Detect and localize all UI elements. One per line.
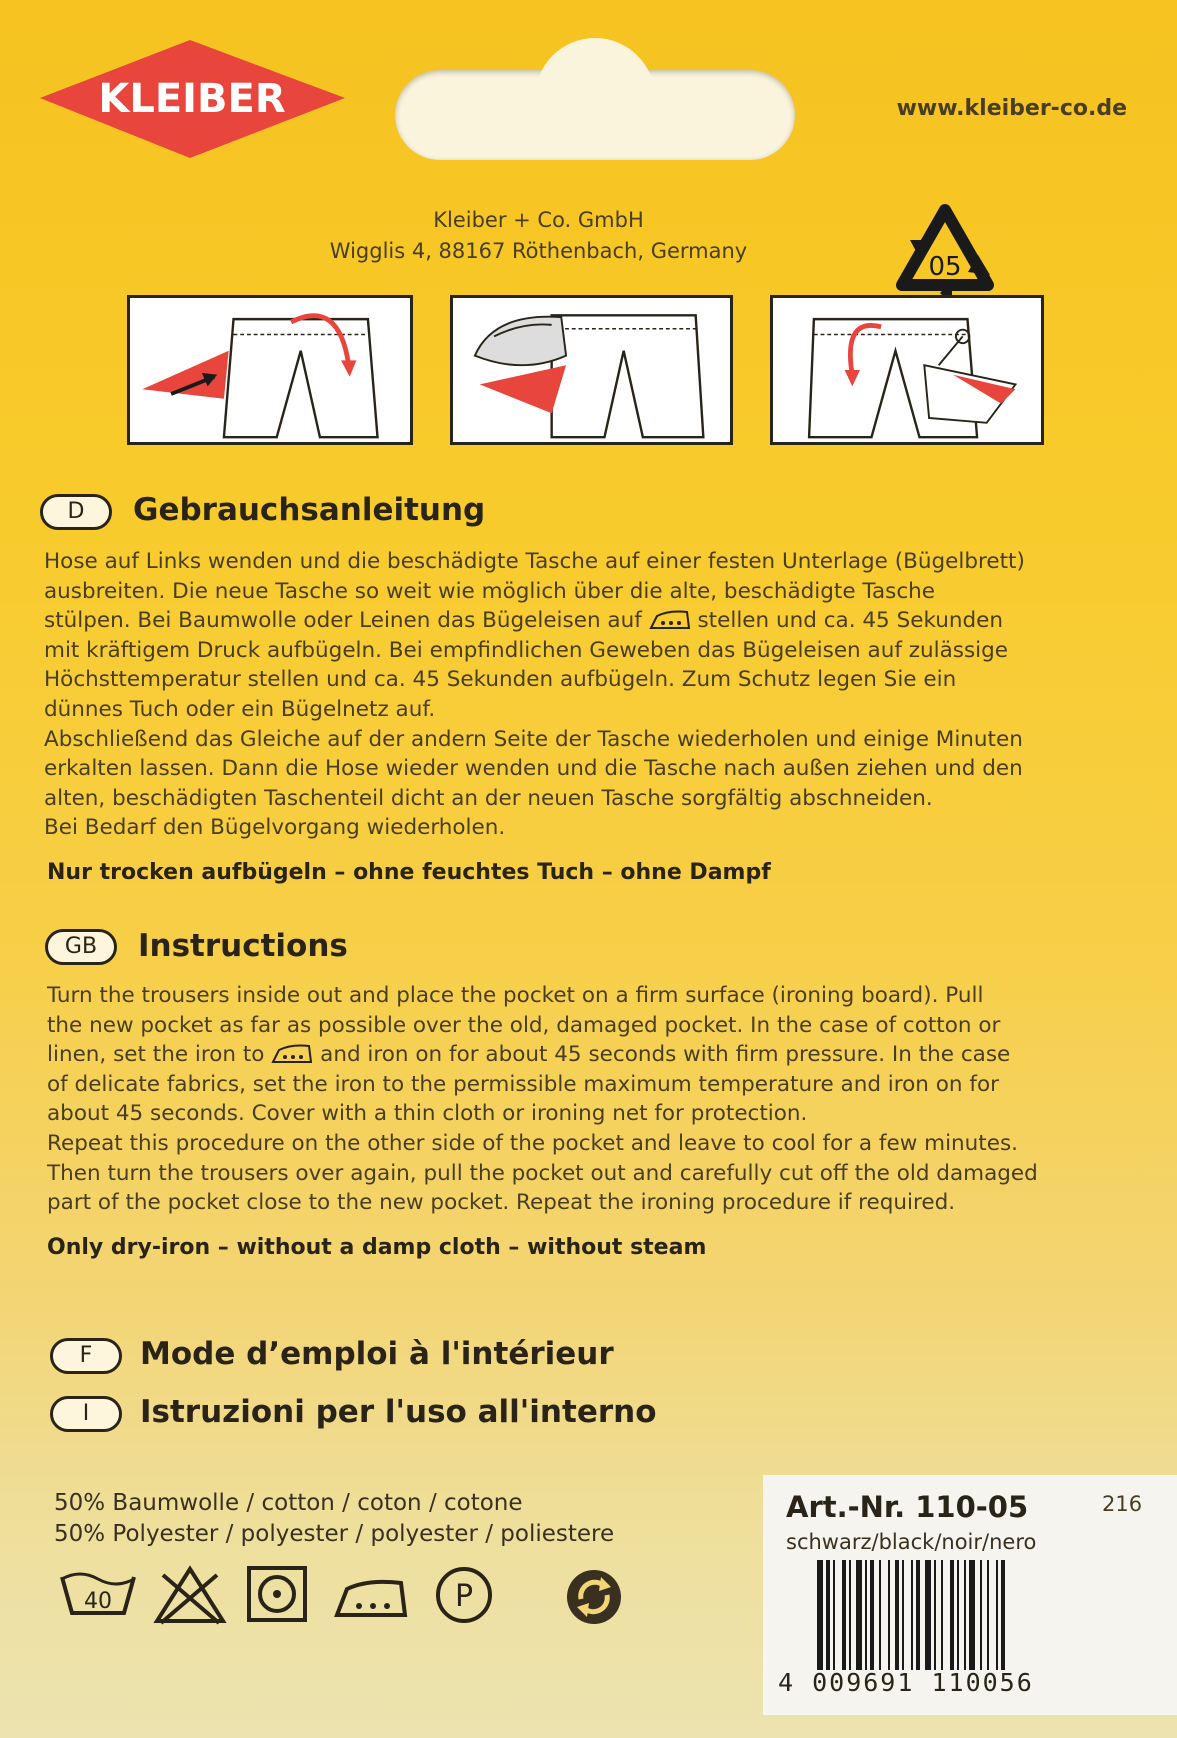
article-number: Art.-Nr. 110-05 [786,1490,1029,1524]
lang-badge-it: I [50,1396,122,1432]
illustration-cutting [770,295,1044,445]
heading-fr: Mode d’emploi à l'intérieur [140,1336,614,1372]
note-gb: Only dry-iron – without a damp cloth – without steam [47,1235,707,1260]
line-de-3a: stülpen. Bei Baumwolle oder Leinen das Bügeleisen auf [44,608,642,634]
recycle-icon [563,1565,629,1631]
dry-clean-p-icon [433,1565,495,1629]
note-de: Nur trocken aufbügeln – ohne feuchtes Tuch – ohne Dampf [47,860,771,885]
dry-clean-letter: P [454,1579,474,1614]
website-url: www.kleiber-co.de [896,96,1127,121]
illustration-turn-inside-out [127,295,413,445]
material-composition [54,1488,614,1550]
line-de-5: Höchsttemperatur stellen und ca. 45 Sekunden aufbügeln. Zum Schutz legen Sie ein [44,667,957,693]
recycling-code: 05 [928,252,962,282]
line-de-1: Hose auf Links wenden und die beschädigte Tasche auf einer festen Unterlage (Bügelbrett) [44,549,1025,574]
line-de-6: dünnes Tuch oder ein Bügelnetz auf. [44,696,436,722]
instructions-de [44,547,1139,843]
product-colors: schwarz/black/noir/nero [786,1530,1037,1554]
line-gb-1: Turn the trousers inside out and place the pocket on a firm surface (ironing board). Pull [47,983,984,1008]
heading-de: Gebrauchsanleitung [133,492,486,528]
material-line-1: 50% Baumwolle / cotton / coton / cotone [54,1490,523,1516]
lang-badge-fr: F [50,1338,122,1374]
company-name: Kleiber + Co. GmbH [433,208,644,232]
line-de-9: alten, beschädigten Taschenteil dicht an der neuen Tasche sorgfältig abschneiden. [44,785,933,811]
line-de-10: Bei Bedarf den Bügelvorgang wiederholen. [44,815,506,841]
line-gb-7: Then turn the trousers over again, pull the pocket out and carefully cut off the old damaged [47,1160,1038,1186]
line-gb-8: part of the pocket close to the new pocket. Repeat the ironing procedure if required. [47,1190,956,1216]
lang-badge-gb: GB [45,929,117,965]
logo-text: KLEIBER [98,76,286,122]
line-gb-3b: and iron on for about 45 seconds with firm pressure. In the case [320,1042,1011,1068]
iron-three-dots-icon [649,608,691,630]
line-de-8: erkalten lassen. Dann die Hose wieder wenden und die Tasche nach außen ziehen und den [44,756,1023,782]
company-street: Wigglis 4, 88167 Röthenbach, Germany [329,239,748,263]
line-de-7: Abschließend das Gleiche auf der andern Seite der Tasche wiederholen und einige Minuten [44,726,1023,752]
line-de-3b: stellen und ca. 45 Sekunden [697,608,1003,634]
illustration-ironing [450,295,733,445]
heading-gb: Instructions [138,928,348,964]
kleiber-logo [40,40,345,160]
barcode-digits: 4 009691 110056 [778,1668,1034,1697]
heading-it: Istruzioni per l'uso all'interno [140,1394,657,1430]
wash-temp: 40 [84,1589,112,1614]
instructions-gb [47,981,1142,1218]
wash-40-icon [58,1565,138,1625]
iron-icon [333,1575,408,1624]
iron-three-dots-icon [271,1042,313,1064]
lang-badge-de: D [40,494,112,530]
line-gb-2: the new pocket as far as possible over the old, damaged pocket. In the case of cotton or [47,1012,1001,1038]
care-symbols [58,1565,658,1635]
line-gb-3a: linen, set the iron to [47,1042,265,1068]
product-code: 216 [1102,1492,1143,1516]
tumble-dry-icon [246,1565,308,1627]
hang-hole [395,70,795,160]
material-line-2: 50% Polyester / polyester / polyester / poliestere [54,1521,615,1547]
line-gb-4: of delicate fabrics, set the iron to the permissible maximum temperature and iron on for [47,1071,999,1097]
line-de-4: mit kräftigem Druck aufbügeln. Bei empfindlichen Geweben das Bügeleisen auf zulässige [44,637,1009,663]
line-gb-6: Repeat this procedure on the other side of the pocket and leave to cool for a few minutes. [47,1130,1018,1156]
no-bleach-icon [153,1565,228,1629]
line-gb-5: about 45 seconds. Cover with a thin cloth or ironing net for protection. [47,1101,808,1127]
line-de-2: ausbreiten. Die neue Tasche so weit wie möglich über die alte, beschädigte Tasche [44,578,936,604]
